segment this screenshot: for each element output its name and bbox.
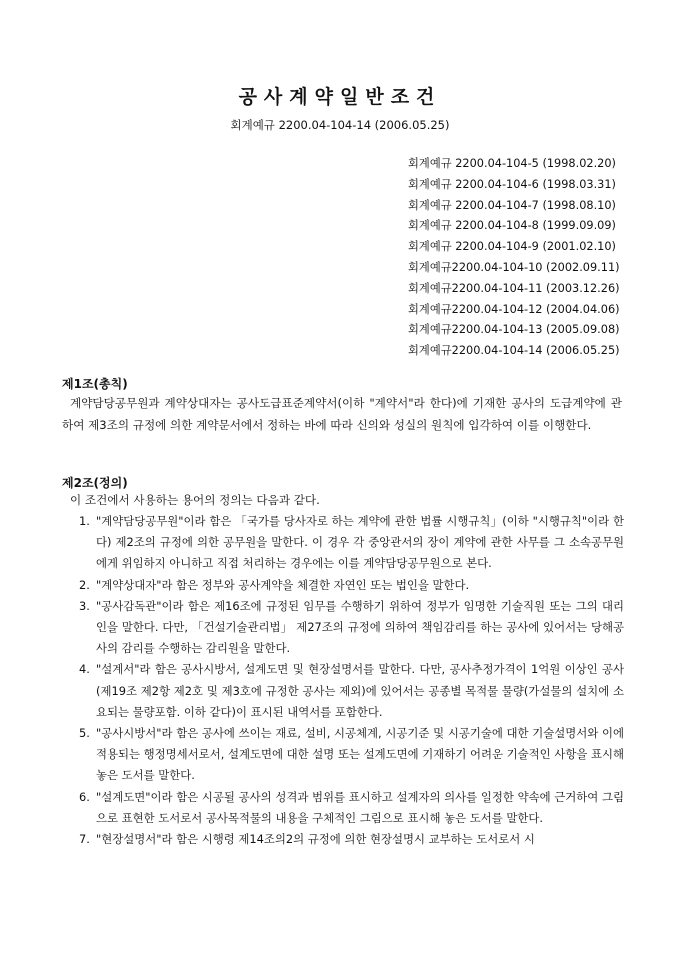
item-number: 6 . <box>79 787 88 808</box>
item-number: 3 . <box>79 596 88 617</box>
revision-history <box>408 154 648 362</box>
item-text: "계약담당공무원"이라 함은 「국가를 당사자로 하는 계약에 관한 법률 시행규칙」(이하 "시행규칙"이라 한다) 제2조의 규정에 의한 공무원을 말한다. 이 경우 각 중앙관서의 장이 계약에 관한 사무를 그 소속공무원에게 위임하지 아니하고 직접 처리하는 경우에는 이를 계약담당공무원으로 본다. <box>96 514 624 571</box>
revision-entry: 회계예규 2200.04-104-6 (1998.03.31) <box>408 177 616 191</box>
article1-heading: 제1조(총칙) <box>62 377 128 391</box>
revision-entry: 회계예규2200.04-104-14 (2006.05.25) <box>408 344 620 358</box>
item-text: "공사감독관"이라 함은 제16조에 규정된 임무를 수행하기 위하여 정부가 임명한 기술직원 또는 그의 대리인을 말한다. 다만, 「건설기술관리법」 제27조의 규정에 의하여 책임감리를 하는 공사에 있어서는 당해공사의 감리를 수행하는 감리원을 말한다. <box>96 598 624 656</box>
document-subtitle: 회계예규 2200.04-104-14 (2006.05.25) <box>230 118 450 132</box>
definition-item <box>62 659 624 723</box>
revision-entry: 회계예규 2200.04-104-5 (1998.02.20) <box>408 157 616 170</box>
definition-item <box>62 575 624 596</box>
item-number: 1 . <box>79 511 88 532</box>
item-number: 4 . <box>79 659 88 680</box>
revision-entry: 회계예규2200.04-104-12 (2004.04.06) <box>408 302 620 316</box>
definition-item <box>62 829 624 850</box>
item-number: 7 . <box>79 829 88 850</box>
definition-item <box>62 511 624 575</box>
revision-entry: 회계예규 2200.04-104-9 (2001.02.10) <box>408 240 616 254</box>
item-text: "공사시방서"라 함은 공사에 쓰이는 재료, 설비, 시공체계, 시공기준 및 시공기술에 대한 기술설명서와 이에 적용되는 행정명세서로서, 설계도면에 대한 설명 또는 설계도면에 기재하기 어려운 기술적인 사항을 표시해 놓은 도서를 말한다. <box>96 726 624 783</box>
revision-entry: 회계예규 2200.04-104-7 (1998.08.10) <box>408 198 616 212</box>
definition-item <box>62 723 624 787</box>
article2-heading: 제2조(정의) <box>62 476 128 490</box>
item-number: 5 . <box>79 723 88 744</box>
item-text: "설계서"라 함은 공사시방서, 설계도면 및 현장설명서를 말한다. 다만, 공사추정가격이 1억원 이상인 공사(제19조 제2항 제2호 및 제3호에 규정한 공사는 제외)에 있어서는 공종별 목적물 물량(가설물의 설치에 소요되는 물량포함. 이하 같다)이 표시된 내역서를 포함한다. <box>96 662 624 719</box>
article2-lead: 이 조건에서 사용하는 용어의 정의는 다음과 같다. <box>70 493 320 507</box>
item-text: "계약상대자"라 함은 정부와 공사계약을 체결한 자연인 또는 법인을 말한다. <box>96 577 470 592</box>
revision-entry: 회계예규 2200.04-104-8 (1999.09.09) <box>408 219 616 233</box>
item-number: 2 . <box>79 575 88 596</box>
definition-item <box>62 787 624 829</box>
article1-body: 계약담당공무원과 계약상대자는 공사도급표준계약서(이하 "계약서"라 한다)에 기재한 공사의 도급계약에 관하여 제3조의 규정에 의한 계약문서에서 정하는 바에 따라 신의와 성실의 원칙에 입각하여 이를 이행한다. <box>62 396 622 432</box>
document-title: 공사계약일반조건 <box>238 86 442 108</box>
item-text: "현장설명서"라 함은 시행령 제14조의2의 규정에 의한 현장설명시 교부하는 도서로서 시 <box>96 832 535 847</box>
revision-entry: 회계예규2200.04-104-10 (2002.09.11) <box>408 260 620 274</box>
item-text: "설계도면"이라 함은 시공될 공사의 성격과 범위를 표시하고 설계자의 의사를 일정한 약속에 근거하여 그림으로 표현한 도서로서 공사목적물의 내용을 구체적인 그림으로 표시해 놓은 도서를 말한다. <box>96 789 624 825</box>
definition-item <box>62 596 624 660</box>
revision-entry: 회계예규2200.04-104-11 (2003.12.26) <box>408 281 620 295</box>
revision-entry: 회계예규2200.04-104-13 (2005.09.08) <box>408 323 620 337</box>
definition-list <box>62 511 624 850</box>
